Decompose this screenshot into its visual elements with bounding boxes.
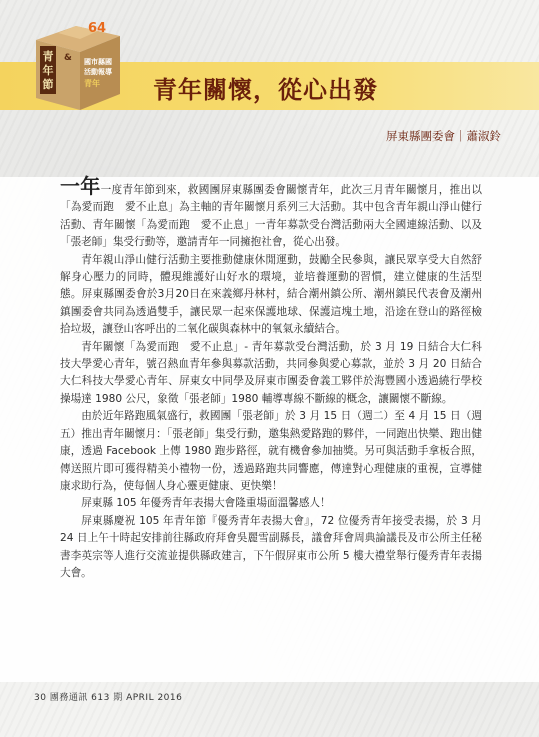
article-body	[60, 174, 482, 582]
logo-char-1: 青	[42, 50, 54, 63]
paragraph-5: 屏東縣 105 年優秀青年表揚大會隆重場面溫馨感人！	[81, 497, 331, 510]
paragraph-3: 青年關懷「為愛而跑 愛不止息」- 青年募款受台灣活動，於 3 月 19 日結合大仁科技大學愛心青年，號召熱血青年參與募款活動，共同參與愛心募款，並於 3 月 20 日結合大仁科技大學愛心青年、屏東女中同學及屏東市團委會義工夥伴於海豐國小透過繞行學校操場達 1980 公尺，象徵「張老師」1980 輔導專線不斷線的概念，讓關懷不斷線。	[60, 340, 482, 405]
article-title: 青年關懷，從心出發	[153, 76, 378, 104]
paragraph-6: 屏東縣慶祝 105 年青年節『優秀青年表揚大會』，72 位優秀青年接受表揚，於 3 月 24 日上午十時起安排前往縣政府拜會吳麗雪副縣長，議會拜會周典論議長及市公所主任秘書李英宗等人進行交流並提供縣政建言，下午假屏東市公所 5 樓大禮堂舉行優秀青年表揚大會。	[60, 514, 482, 579]
youth-day-box-logo	[28, 12, 123, 112]
paragraph-1	[60, 174, 482, 252]
page-footer: 30 團務通訊 613 期 APRIL 2016	[34, 693, 183, 703]
logo-box-text-3: 青年	[84, 79, 100, 88]
article-author: 屏東縣團委會｜蕭淑鈴	[386, 129, 501, 143]
paragraph-2: 青年親山淨山健行活動主要推動健康休閒運動，鼓勵全民參與，讓民眾享受大自然舒解身心壓力的同時，體現維護好山好水的環境，並培養運動的習慣，建立健康的生活型態。屏東縣團委會於3月20日在來義鄉丹林村，結合潮州鎮公所、潮州鎮民代表會及潮州鎮團委會共同為透過雙手，讓民眾一起來保護地球、保護這塊土地，沿途在登山的路徑檢拾垃圾，讓登山客呼出的二氧化碳與森林中的氧氣永續結合。	[60, 253, 482, 336]
logo-ampersand: &	[64, 53, 72, 63]
logo-box-text-2: 活動報導	[84, 68, 112, 76]
logo-char-3: 節	[42, 78, 54, 91]
logo-char-2: 年	[42, 64, 54, 77]
paragraph-1-text: 一度青年節到來，救國團屏東縣團委會關懷青年，此次三月青年關懷月，推出以「為愛而跑 愛不止息」為主軸的青年關懷月系列三大活動。其中包含青年親山淨山健行活動、青年關懷「為愛而跑 愛不止息」一青年募款受台灣活動兩大全國連線活動、以及「張老師」集受行動等，邀請青年一同擁抱社會，從心出發。	[60, 184, 482, 249]
logo-number: 64	[88, 21, 107, 36]
paragraph-4: 由於近年路跑風氣盛行，救國團「張老師」於 3 月 15 日（週二）至 4 月 15 日（週五）推出青年關懷月：「張老師」集受行動，邀集熱愛路跑的夥伴，一同跑出快樂、跑出健康，透過 Facebook 上傳 1980 跑步路徑，就有機會參加抽獎。另可與活動手拿板合照，傳送照片即可獲得精美小禮物一份，透過路跑共同響應，傳達對心理健康的重視，宣導健康求助行為，使每個人身心靈更健康、更快樂！	[60, 410, 482, 492]
dropcap: 一年	[60, 174, 101, 198]
logo-box-text-1: 國市縣國	[84, 58, 112, 66]
